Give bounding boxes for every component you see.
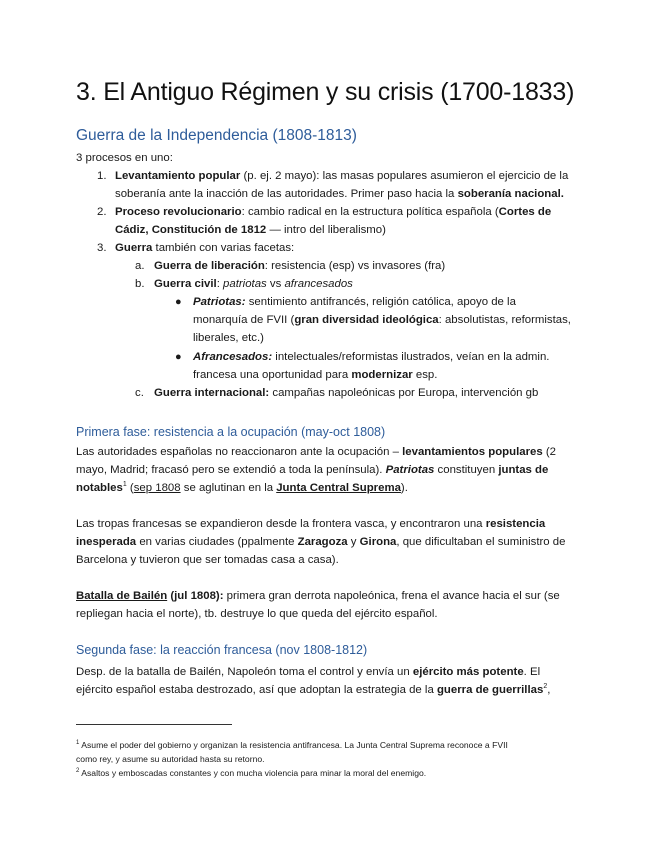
- text: se aglutinan en la: [180, 482, 277, 494]
- bullet-item-line: liberales, etc.): [193, 332, 264, 344]
- bold-underlined-text: Junta Central Suprema: [276, 482, 401, 494]
- footnote: [76, 739, 508, 751]
- subsection-heading: Segunda fase: la reacción francesa (nov 1808-1812): [76, 643, 368, 657]
- paragraph-line: [76, 443, 556, 461]
- text: : absolutistas, reformistas,: [438, 314, 571, 326]
- text: vs: [266, 278, 285, 290]
- paragraph-line: [76, 461, 548, 479]
- bold-text: modernizar: [351, 369, 413, 381]
- sublist-item-line: [154, 257, 445, 275]
- bold-text: levantamientos populares: [402, 446, 543, 458]
- bold-italic-text: Afrancesados:: [193, 351, 273, 363]
- bold-text: Guerra internacional:: [154, 387, 270, 399]
- paragraph-line: [76, 587, 560, 605]
- text: : cambio radical en la estructura política española (: [241, 206, 499, 218]
- list-item-line: [115, 221, 386, 239]
- sublist-item-line: [154, 384, 538, 402]
- underlined-text: sep 1808: [133, 482, 181, 494]
- text: : resistencia (esp) vs invasores (fra): [264, 260, 446, 272]
- text: ).: [400, 482, 408, 494]
- bold-italic-text: Patriotas: [385, 464, 435, 476]
- text: Desp. de la batalla de Bailén, Napoleón toma el control y envía un: [76, 666, 413, 678]
- bold-text: guerra de guerrillas: [436, 684, 544, 696]
- footnote-text: Asaltos y emboscadas constantes y con mucha violencia para minar la moral del enemigo.: [79, 767, 427, 778]
- bold-text: ejército más potente: [412, 666, 524, 678]
- bold-text: Zaragoza: [297, 536, 348, 548]
- bold-text: Cortes de: [498, 206, 552, 218]
- list-item-line: [115, 239, 294, 257]
- bold-text: Levantamiento popular: [115, 170, 241, 182]
- bullet-item-line: [193, 293, 516, 311]
- bold-text: gran diversidad ideológica: [294, 314, 439, 326]
- text: constituyen: [434, 464, 499, 476]
- text: , que dificultaban el suministro de: [396, 536, 566, 548]
- text: sentimiento antifrancés, religión católica, apoyo de la: [245, 296, 516, 308]
- list-letter: b.: [135, 278, 145, 290]
- bullet-item-line: [193, 311, 571, 329]
- bold-underlined-text: Batalla de Bailén: [76, 590, 168, 602]
- footnote-number: 2: [76, 767, 80, 774]
- paragraph-line: repliegan hacia el norte), tb. destruye lo que queda del ejército español.: [76, 608, 438, 620]
- text: y: [347, 536, 360, 548]
- footnote-ref[interactable]: 2: [543, 683, 548, 691]
- text: (p. ej. 2 mayo): las masas populares asumieron el ejercicio de la: [240, 170, 569, 182]
- text: primera gran derrota napoleónica, frena el avance hacia el sur (se: [223, 590, 560, 602]
- text: campañas napoleónicas por Europa, intervención gb: [269, 387, 539, 399]
- paragraph-line: [76, 663, 540, 681]
- footnote: [76, 767, 426, 779]
- text: . El: [523, 666, 541, 678]
- list-letter: c.: [135, 387, 144, 399]
- bold-text: Girona: [359, 536, 397, 548]
- text: en varias ciudades (ppalmente: [136, 536, 298, 548]
- paragraph-line: [76, 515, 545, 533]
- italic-text: afrancesados: [284, 278, 353, 290]
- footnote-continuation: como rey, y asume su autoridad hasta su retorno.: [76, 753, 265, 764]
- text: francesa una oportunidad para: [193, 369, 352, 381]
- bold-text: Guerra civil: [154, 278, 217, 290]
- footnote-number: 1: [76, 739, 80, 746]
- bullet-item-line: [193, 348, 549, 366]
- text: mayo, Madrid; fracasó pero se extendió a toda la península).: [76, 464, 386, 476]
- text: Las tropas francesas se expandieron desde la frontera vasca, y encontraron una: [76, 518, 486, 530]
- bold-text: notables: [76, 482, 123, 494]
- subsection-heading: Primera fase: resistencia a la ocupación (may-oct 1808): [76, 425, 386, 439]
- list-item-line: [115, 167, 568, 185]
- text: soberanía ante la inacción de las autoridades. Primer paso hacia la: [115, 188, 458, 200]
- text: (2: [542, 446, 556, 458]
- text: monarquía de FVII (: [193, 314, 295, 326]
- bold-text: resistencia: [485, 518, 546, 530]
- italic-text: patriotas: [223, 278, 267, 290]
- text: (: [126, 482, 134, 494]
- sublist-item-line: [154, 275, 353, 293]
- paragraph-line: [76, 681, 550, 699]
- list-number: 2.: [97, 206, 107, 218]
- paragraph-line: Barcelona y tuvieron que ser tomadas casa a casa).: [76, 554, 339, 566]
- bold-text: (jul 1808):: [167, 590, 224, 602]
- footnote-divider: [76, 724, 232, 725]
- text: — intro del liberalismo): [266, 224, 386, 236]
- list-number: 1.: [97, 170, 107, 182]
- list-letter: a.: [135, 260, 145, 272]
- text: esp.: [412, 369, 438, 381]
- text: ,: [547, 684, 551, 696]
- page-title: 3. El Antiguo Régimen y su crisis (1700-1833): [76, 78, 575, 106]
- text: ejército español estaba destrozado, así que adoptan la estrategia de la: [76, 684, 437, 696]
- text: también con varias facetas:: [152, 242, 295, 254]
- bold-text: Cádiz, Constitución de 1812: [115, 224, 267, 236]
- bold-text: Guerra de liberación: [154, 260, 265, 272]
- bullet-icon: ●: [175, 351, 182, 363]
- bold-text: Proceso revolucionario: [115, 206, 242, 218]
- section-heading: Guerra de la Independencia (1808-1813): [76, 127, 357, 144]
- list-item-line: [115, 203, 551, 221]
- list-item-line: [115, 185, 564, 203]
- text: :: [216, 278, 224, 290]
- text: intelectuales/reformistas ilustrados, veían en la admin.: [272, 351, 550, 363]
- bullet-icon: ●: [175, 296, 182, 308]
- footnote-text: Asume el poder del gobierno y organizan la resistencia antifrancesa. La Junta Central Suprema reconoce a FVII: [79, 739, 508, 750]
- paragraph-line: [76, 479, 408, 497]
- text: Las autoridades españolas no reaccionaron ante la ocupación –: [76, 446, 403, 458]
- footnote-ref[interactable]: 1: [122, 481, 127, 489]
- section-intro: 3 procesos en uno:: [76, 152, 173, 164]
- bold-text: inesperada: [76, 536, 137, 548]
- bold-text: juntas de: [498, 464, 549, 476]
- bullet-item-line: [193, 366, 437, 384]
- bold-text: Guerra: [115, 242, 153, 254]
- bold-text: soberanía nacional.: [457, 188, 564, 200]
- bold-italic-text: Patriotas:: [193, 296, 246, 308]
- list-number: 3.: [97, 242, 107, 254]
- paragraph-line: [76, 533, 565, 551]
